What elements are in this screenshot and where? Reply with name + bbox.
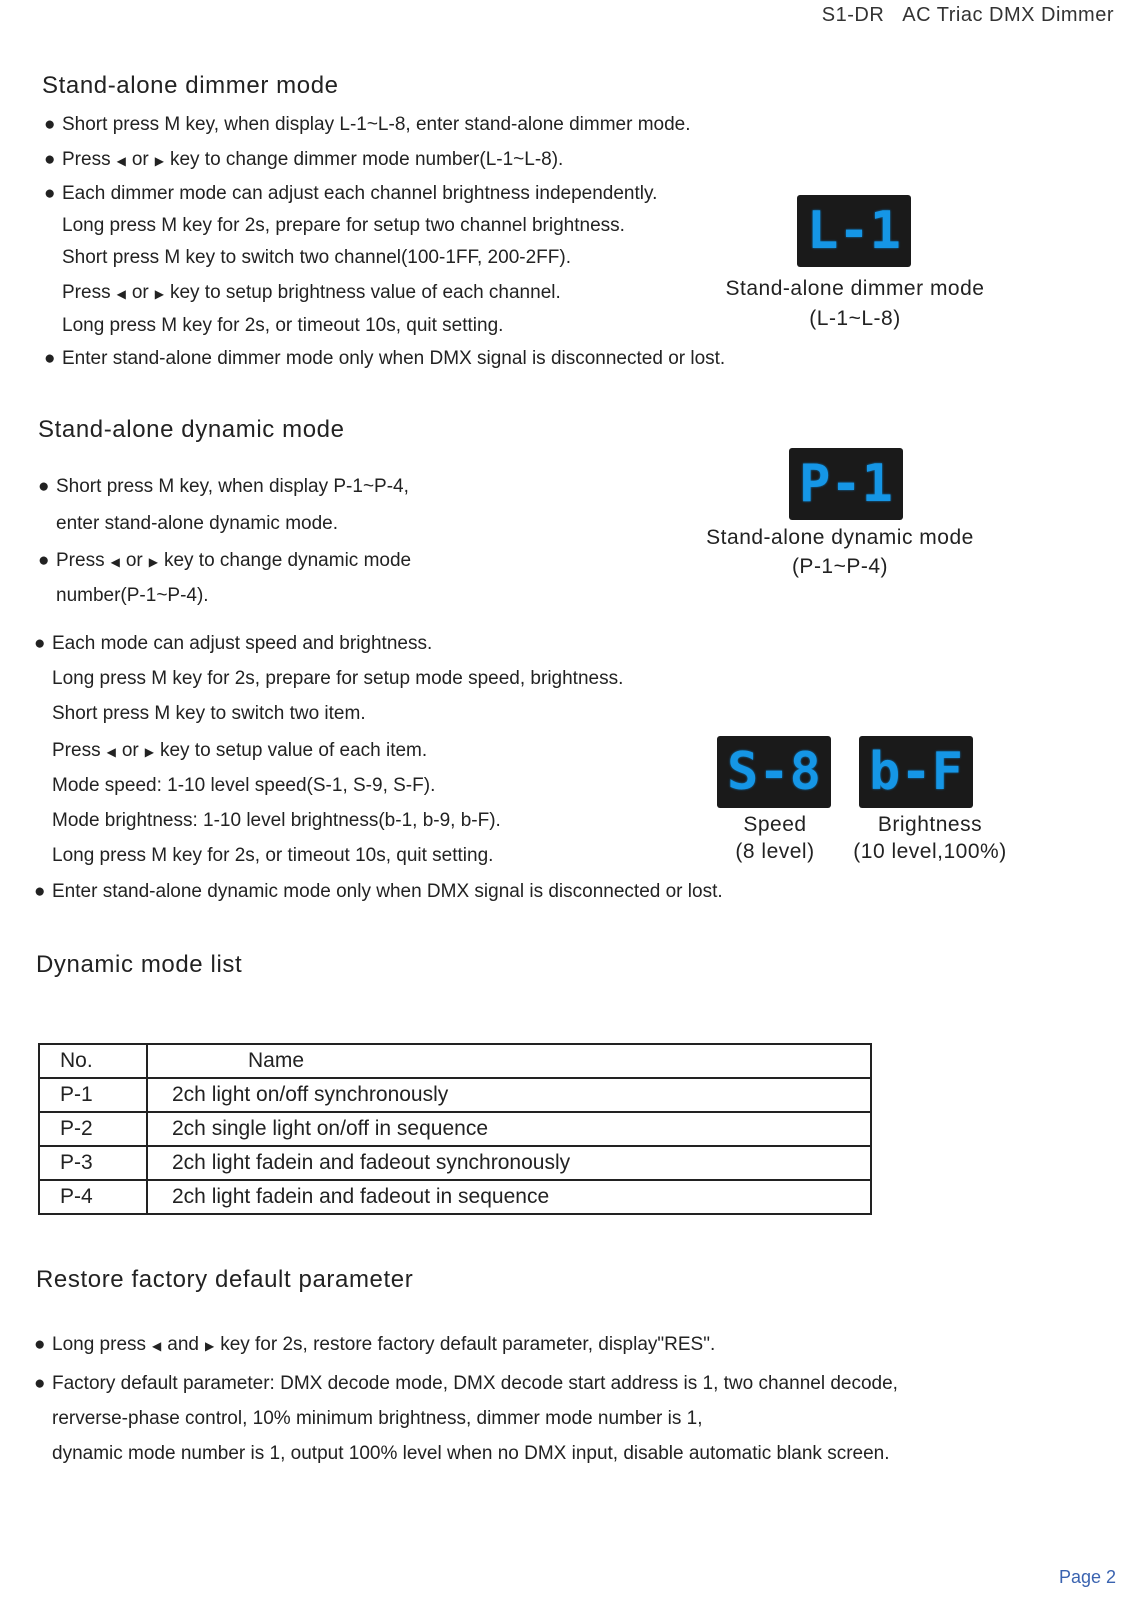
list-item: ● Press ◀ or ▶ key to change dimmer mode number(L-1~L-8). xyxy=(44,149,564,170)
brightness-caption: Brightness xyxy=(877,813,983,836)
text-line: number(P-1~P-4). xyxy=(56,585,209,606)
bullet-icon: ● xyxy=(44,114,56,135)
section-title-dimmer-mode: Stand-alone dimmer mode xyxy=(42,72,339,99)
text-line: Short press M key to switch two channel(100-1FF, 200-2FF). xyxy=(62,247,571,268)
table-row xyxy=(39,1146,871,1180)
bullet-icon: ● xyxy=(44,348,56,369)
display-caption: Stand-alone dimmer mode xyxy=(725,277,985,300)
list-item: ● Each mode can adjust speed and brightness. xyxy=(34,633,433,654)
text-line: Press ◀ or ▶ key to setup brightness value of each channel. xyxy=(62,282,561,303)
right-arrow-icon: ▶ xyxy=(154,154,164,168)
display-caption: Stand-alone dynamic mode xyxy=(706,526,974,549)
brightness-caption: (10 level,100%) xyxy=(853,840,1007,863)
mode-name-cell: 2ch single light on/off in sequence xyxy=(147,1112,871,1146)
text-line: Press ◀ or ▶ key to setup value of each item. xyxy=(52,740,428,761)
text-line: Long press M key for 2s, or timeout 10s, quit setting. xyxy=(52,845,494,866)
text-line: Long press M key for 2s, prepare for setup mode speed, brightness. xyxy=(52,668,624,689)
table-row xyxy=(39,1180,871,1214)
list-item: ● Short press M key, when display L-1~L-8, enter stand-alone dimmer mode. xyxy=(44,114,691,135)
page-number: Page 2 xyxy=(1058,1567,1116,1587)
text-line: rerverse-phase control, 10% minimum brightness, dimmer mode number is 1, xyxy=(52,1408,703,1429)
table-header-row xyxy=(39,1044,871,1078)
display-caption: (P-1~P-4) xyxy=(791,555,889,578)
right-arrow-icon: ▶ xyxy=(148,555,158,569)
text-line: Long press M key for 2s, prepare for setup two channel brightness. xyxy=(62,215,625,236)
list-item: ● Enter stand-alone dimmer mode only when DMX signal is disconnected or lost. xyxy=(44,348,726,369)
list-item: ● Enter stand-alone dynamic mode only when DMX signal is disconnected or lost. xyxy=(34,881,723,902)
left-arrow-icon: ◀ xyxy=(116,154,126,168)
mode-number-cell: P-3 xyxy=(39,1146,147,1180)
table-row xyxy=(39,1078,871,1112)
bullet-icon: ● xyxy=(34,881,46,902)
led-display-dimmer: L-1 xyxy=(797,195,911,267)
list-item: ● Long press ◀ and ▶ key for 2s, restore factory default parameter, display"RES". xyxy=(34,1334,716,1355)
column-header-name: Name xyxy=(147,1044,871,1078)
text-line: Mode brightness: 1-10 level brightness(b-1, b-9, b-F). xyxy=(52,810,501,831)
bullet-icon: ● xyxy=(44,183,56,204)
bullet-icon: ● xyxy=(34,1373,46,1394)
left-arrow-icon: ◀ xyxy=(110,555,120,569)
page-header xyxy=(822,4,1114,27)
mode-number-cell: P-1 xyxy=(39,1078,147,1112)
right-arrow-icon: ▶ xyxy=(144,745,154,759)
mode-name-cell: 2ch light fadein and fadeout in sequence xyxy=(147,1180,871,1214)
left-arrow-icon: ◀ xyxy=(106,745,116,759)
list-item: ● Each dimmer mode can adjust each channel brightness independently. xyxy=(44,183,658,204)
right-arrow-icon: ▶ xyxy=(154,287,164,301)
led-display-speed: S-8 xyxy=(717,736,831,808)
document-title: AC Triac DMX Dimmer xyxy=(902,4,1114,26)
mode-number-cell: P-2 xyxy=(39,1112,147,1146)
text-line: enter stand-alone dynamic mode. xyxy=(56,513,338,534)
display-caption: (L-1~L-8) xyxy=(809,307,901,330)
mode-name-cell: 2ch light on/off synchronously xyxy=(147,1078,871,1112)
speed-caption: Speed xyxy=(743,813,807,836)
list-item: ● Factory default parameter: DMX decode mode, DMX decode start address is 1, two channel decode, xyxy=(34,1373,898,1394)
dynamic-mode-table xyxy=(38,1043,872,1215)
mode-number-cell: P-4 xyxy=(39,1180,147,1214)
text-line: Long press M key for 2s, or timeout 10s, quit setting. xyxy=(62,315,504,336)
text-line: dynamic mode number is 1, output 100% level when no DMX input, disable automatic blank screen. xyxy=(52,1443,890,1464)
mode-name-cell: 2ch light fadein and fadeout synchronously xyxy=(147,1146,871,1180)
section-title-dynamic-mode-list: Dynamic mode list xyxy=(36,951,243,978)
table-row xyxy=(39,1112,871,1146)
bullet-icon: ● xyxy=(34,1334,46,1355)
section-title-dynamic-mode: Stand-alone dynamic mode xyxy=(38,416,345,443)
list-item: ● Short press M key, when display P-1~P-4, xyxy=(38,476,409,497)
left-arrow-icon: ◀ xyxy=(116,287,126,301)
section-title-restore-factory-default: Restore factory default parameter xyxy=(36,1266,414,1293)
bullet-icon: ● xyxy=(38,476,50,497)
bullet-icon: ● xyxy=(38,550,50,571)
led-display-dynamic: P-1 xyxy=(789,448,903,520)
bullet-icon: ● xyxy=(34,633,46,654)
speed-caption: (8 level) xyxy=(735,840,815,863)
text-line: Mode speed: 1-10 level speed(S-1, S-9, S-F). xyxy=(52,775,436,796)
left-arrow-icon: ◀ xyxy=(152,1339,162,1353)
right-arrow-icon: ▶ xyxy=(204,1339,215,1353)
model-number: S1-DR xyxy=(821,4,885,26)
list-item: ● Press ◀ or ▶ key to change dynamic mode xyxy=(38,550,412,571)
bullet-icon: ● xyxy=(44,149,56,170)
text-line: Short press M key to switch two item. xyxy=(52,703,366,724)
led-display-brightness: b-F xyxy=(859,736,973,808)
column-header-no: No. xyxy=(39,1044,147,1078)
